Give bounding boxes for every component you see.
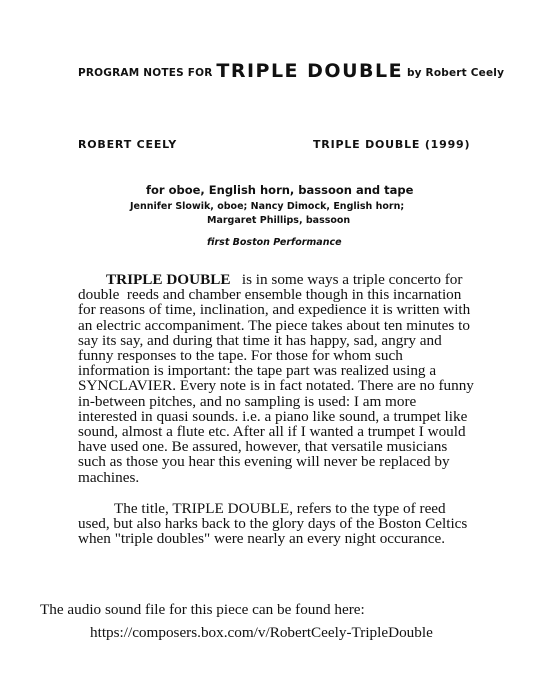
header-title: TRIPLE DOUBLE [216, 60, 404, 82]
audio-file-link[interactable]: https://composers.box.com/v/RobertCeely-TripleDouble [90, 624, 433, 641]
header-byline: by Robert Ceely [406, 67, 505, 79]
audio-file-note: The audio sound file for this piece can be found here: [40, 601, 365, 618]
paragraph-1-lead: TRIPLE DOUBLE [106, 271, 231, 288]
performers-line-1: Jennifer Slowik, oboe; Nancy Dimock, English horn; [130, 201, 405, 212]
composer-name: ROBERT CEELY [78, 138, 177, 151]
paragraph-1 [78, 272, 478, 485]
premiere-note: first Boston Performance [207, 237, 342, 248]
header-prefix: PROGRAM NOTES FOR [78, 67, 213, 79]
paragraph-2: The title, TRIPLE DOUBLE, refers to the type of reed used, but also harks back to the glory days of the Boston Celtics when "triple doubles" were nearly an every night occurance. [78, 499, 468, 548]
instrumentation: for oboe, English horn, bassoon and tape [146, 183, 414, 197]
page-header [78, 60, 504, 82]
performers-line-2: Margaret Phillips, bassoon [207, 215, 351, 226]
paragraph-1-text: is in some ways a triple concerto for double reeds and chamber ensemble though in this incarnation for reasons of time, inclination, and expedience it is written with an electric accompaniment. The piece takes about ten minutes to say its say, and during that time it has happy, sad, angry and funny responses to the tape. For those for whom such information is important: the tape part was realized using a SYNCLAVIER. Every note is in fact notated. There are no funny in-between pitches, and no sampling is used: I am more interested in quasi sounds. i.e. a piano like sound, a trumpet like sound, almost a flute etc. After all if I wanted a trumpet I would have used one. Be assured, however, that versatile musicians such as those you hear this evening will never be replaced by machines. [78, 271, 478, 486]
program-notes-body [78, 272, 478, 546]
work-title: TRIPLE DOUBLE (1999) [313, 138, 471, 151]
